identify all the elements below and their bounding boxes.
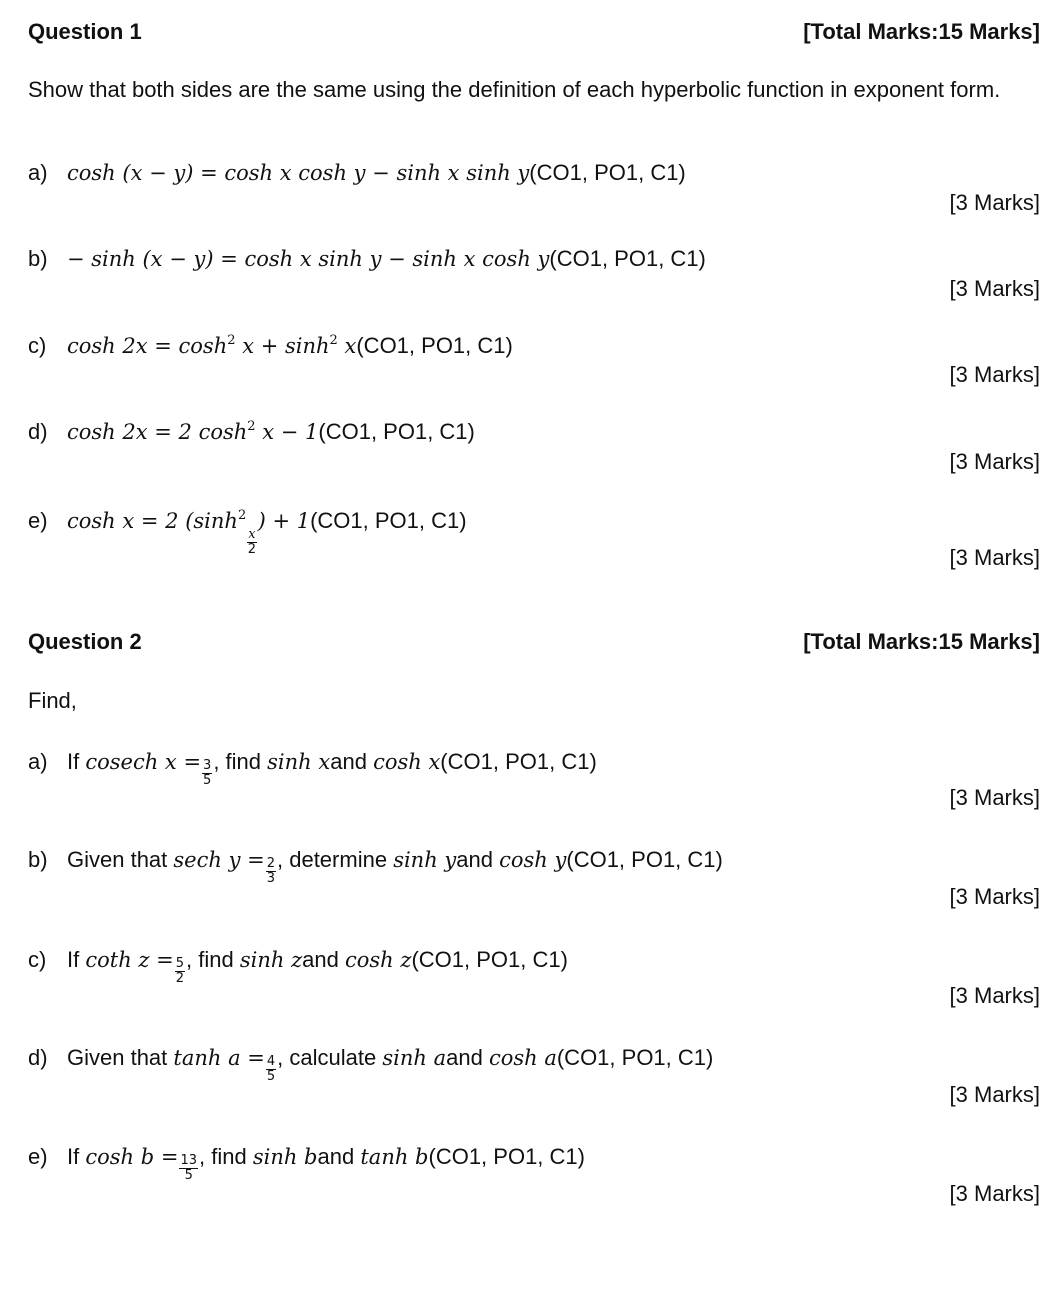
item-label: a) xyxy=(28,160,48,185)
q1-item-b xyxy=(28,246,706,272)
q2-a-marks: [3 Marks] xyxy=(949,785,1040,810)
outcome-tag: (CO1, PO1, C1) xyxy=(318,419,475,444)
question-1-header xyxy=(28,19,1040,45)
equation: cosh 2x = 2 $\cosh^2 x - 1$ xyxy=(67,419,319,444)
fraction: $\frac{2}{3}$ xyxy=(266,856,275,886)
outcome-tag: (CO1, PO1, C1) xyxy=(411,947,568,972)
question-2-total-marks: [Total Marks:15 Marks] xyxy=(803,629,1040,654)
q2-b-marks: [3 Marks] xyxy=(949,884,1040,909)
q1-item-a xyxy=(28,160,686,186)
item-text: Given that xyxy=(67,847,168,872)
question-2-title: Question 2 xyxy=(28,629,142,654)
item-label: c) xyxy=(28,947,47,972)
q2-c-marks: [3 Marks] xyxy=(949,983,1040,1008)
fraction: $\frac{5}{2}$ xyxy=(175,956,185,986)
q2-item-d: d) Given that tanh a = $\frac{4}{5}$ , calculate sinh a and cosh a (CO1, PO1, C1) xyxy=(28,1045,714,1084)
item-label: e) xyxy=(28,508,48,533)
item-label: c) xyxy=(28,333,47,358)
question-1-total-marks: [Total Marks:15 Marks] xyxy=(803,19,1040,44)
outcome-tag: (CO1, PO1, C1) xyxy=(549,246,706,271)
item-label: b) xyxy=(28,847,48,872)
q1-c-marks: [3 Marks] xyxy=(949,362,1040,387)
equation: cosh (x − y) = cosh x cosh y − sinh x sinh y xyxy=(67,161,530,185)
q1-item-d xyxy=(28,419,475,445)
q1-item-c xyxy=(28,333,513,359)
outcome-tag: (CO1, PO1, C1) xyxy=(440,749,597,774)
q1-d-marks: [3 Marks] xyxy=(949,449,1040,474)
question-1-title: Question 1 xyxy=(28,19,142,44)
item-label: a) xyxy=(28,749,48,774)
item-text: Given that xyxy=(67,1045,168,1070)
fraction: $\frac{3}{5}$ xyxy=(203,758,212,788)
q2-item-a: a) If cosech x = $\frac{3}{5}$ , find sinh x and cosh x (CO1, PO1, C1) xyxy=(28,749,597,788)
q2-item-b: b) Given that sech y = $\frac{2}{3}$ , determine sinh y and cosh y (CO1, PO1, C1) xyxy=(28,847,723,886)
item-label: d) xyxy=(28,419,48,444)
item-label: b) xyxy=(28,246,48,271)
fraction: $\frac{13}{5}$ xyxy=(180,1153,198,1183)
q1-item-e xyxy=(28,508,467,557)
q1-e-marks: [3 Marks] xyxy=(949,545,1040,570)
q1-b-marks: [3 Marks] xyxy=(949,276,1040,301)
item-text: If xyxy=(67,947,80,972)
question-2-instructions: Find, xyxy=(28,688,77,713)
item-text: If xyxy=(67,749,80,774)
outcome-tag: (CO1, PO1, C1) xyxy=(556,1045,714,1070)
equation: − sinh (x − y) = cosh x sinh y − sinh x cosh y xyxy=(67,247,550,271)
outcome-tag: (CO1, PO1, C1) xyxy=(428,1144,585,1169)
q1-a-marks: [3 Marks] xyxy=(949,190,1040,215)
q2-d-marks: [3 Marks] xyxy=(949,1082,1040,1107)
fraction: $\frac{x}{2}$ xyxy=(247,527,257,557)
item-label: e) xyxy=(28,1144,48,1169)
outcome-tag: (CO1, PO1, C1) xyxy=(529,160,686,185)
item-text: If xyxy=(67,1144,80,1169)
fraction: $\frac{4}{5}$ xyxy=(266,1054,276,1084)
outcome-tag: (CO1, PO1, C1) xyxy=(356,333,513,358)
q2-item-c: c) If coth z = $\frac{5}{2}$ , find sinh z and cosh z (CO1, PO1, C1) xyxy=(28,947,568,986)
equation: $\cosh 2x = \cosh^2 x + \sinh^2 x$ xyxy=(67,333,357,358)
item-label: d) xyxy=(28,1045,48,1070)
question-1-instructions: Show that both sides are the same using the definition of each hyperbolic function in exponent form. xyxy=(28,77,1001,102)
equation: cosh x = 2 ($\sinh^2$ $\frac{x}{2}$ ) + 1 xyxy=(67,508,311,557)
question-2-header xyxy=(28,629,1040,655)
outcome-tag: (CO1, PO1, C1) xyxy=(566,847,723,872)
q2-e-marks: [3 Marks] xyxy=(949,1181,1040,1206)
outcome-tag: (CO1, PO1, C1) xyxy=(310,508,467,533)
q2-item-e: e) If cosh b = $\frac{13}{5}$ , find sinh b and tanh b (CO1, PO1, C1) xyxy=(28,1144,585,1183)
